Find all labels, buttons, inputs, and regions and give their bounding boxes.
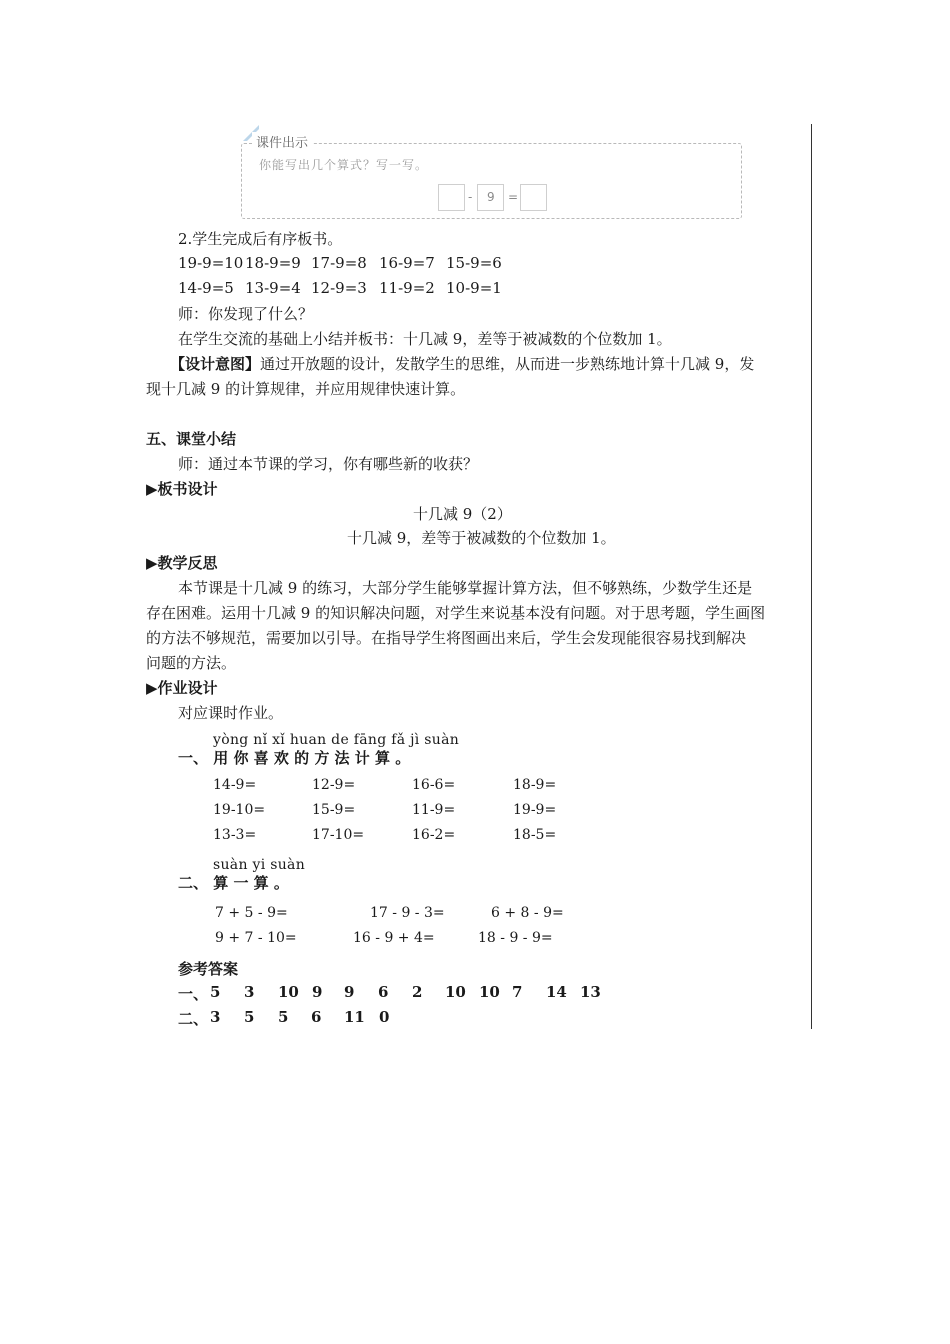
answers-row2-label: 二、	[178, 1010, 209, 1028]
exercise-item: 9 + 7 - 10=	[215, 930, 297, 946]
equation: 17-9=8	[311, 254, 367, 272]
answer-value: 10	[278, 983, 299, 1001]
exercise2-title: 二、 算 一 算 。	[178, 874, 289, 892]
answers-heading: 参考答案	[178, 960, 239, 978]
answer-value: 3	[210, 1008, 221, 1026]
courseware-tab: 课件出示	[252, 132, 312, 151]
exercise-item: 19-9=	[513, 802, 557, 818]
exercise-item: 7 + 5 - 9=	[215, 905, 288, 921]
board-design-heading: ▶板书设计	[146, 480, 218, 498]
exercise2-pinyin: suàn yi suàn	[213, 857, 306, 873]
minus-sign: -	[468, 190, 473, 204]
board-rule: 十几减 9，差等于被减数的个位数加 1。	[347, 529, 616, 547]
section5-teacher-text: 师：通过本节课的学习，你有哪些新的收获？	[178, 455, 479, 473]
exercise-item: 13-3=	[213, 827, 257, 843]
exercise-item: 15-9=	[312, 802, 356, 818]
exercise-item: 11-9=	[412, 802, 456, 818]
answer-value: 14	[546, 983, 567, 1001]
equals-sign: =	[508, 190, 519, 204]
reflection-line: 的方法不够规范，需要加以引导。在指导学生将图画出来后，学生会发现能很容易找到解决	[146, 629, 747, 647]
answer-value: 2	[412, 983, 423, 1001]
exercise-item: 19-10=	[213, 802, 266, 818]
equation: 10-9=1	[446, 279, 502, 297]
equation: 18-9=9	[245, 254, 301, 272]
reflection-line: 问题的方法。	[146, 654, 237, 672]
homework-text: 对应课时作业。	[178, 704, 284, 722]
exercise-item: 18-9=	[513, 777, 557, 793]
answer-value: 7	[512, 983, 523, 1001]
summary-text: 在学生交流的基础上小结并板书：十几减 9，差等于被减数的个位数加 1。	[178, 330, 672, 348]
design-intent-label: 【设计意图】	[170, 355, 261, 373]
teacher-question: 师：你发现了什么？	[178, 305, 314, 323]
homework-heading: ▶作业设计	[146, 679, 218, 697]
answer-value: 0	[379, 1008, 390, 1026]
answer-value: 9	[312, 983, 323, 1001]
right-margin-rule	[811, 124, 812, 1029]
answer-value: 5	[278, 1008, 289, 1026]
answer-value: 11	[344, 1008, 365, 1026]
step2-text: 2.学生完成后有序板书。	[178, 230, 343, 248]
answer-value: 3	[244, 983, 255, 1001]
answer-value: 10	[445, 983, 466, 1001]
subtrahend-value: 9	[487, 190, 495, 204]
reflection-line: 本节课是十几减 9 的练习，大部分学生能够掌握计算方法，但不够熟练，少数学生还是	[178, 579, 753, 597]
answer-value: 9	[344, 983, 355, 1001]
exercise1-pinyin: yòng nǐ xǐ huan de fāng fǎ jì suàn	[213, 732, 460, 748]
exercise-item: 12-9=	[312, 777, 356, 793]
equation: 19-9=10	[178, 254, 244, 272]
exercise-item: 14-9=	[213, 777, 257, 793]
reflection-line: 存在困难。运用十几减 9 的知识解决问题，对学生来说基本没有问题。对于思考题，学生画图	[146, 604, 766, 622]
exercise-item: 17-10=	[312, 827, 365, 843]
answer-value: 13	[580, 983, 601, 1001]
exercise-item: 18-5=	[513, 827, 557, 843]
answer-value: 6	[378, 983, 389, 1001]
answer-value: 5	[244, 1008, 255, 1026]
answer-value: 5	[210, 983, 221, 1001]
equation: 16-9=7	[379, 254, 435, 272]
board-title: 十几减 9（2）	[413, 505, 512, 523]
reflection-heading: ▶教学反思	[146, 554, 218, 572]
courseware-question: 你能写出几个算式？写一写。	[259, 158, 429, 172]
equation: 15-9=6	[446, 254, 502, 272]
section5-heading: 五、课堂小结	[146, 430, 237, 448]
answer-value: 10	[479, 983, 500, 1001]
equation: 11-9=2	[379, 279, 435, 297]
equation: 12-9=3	[311, 279, 367, 297]
equation: 13-9=4	[245, 279, 301, 297]
exercise1-title: 一、 用 你 喜 欢 的 方 法 计 算 。	[178, 749, 411, 767]
exercise-item: 17 - 9 - 3=	[370, 905, 445, 921]
design-intent-text: 通过开放题的设计，发散学生的思维，从而进一步熟练地计算十几减 9，发	[260, 355, 755, 373]
answer-value: 6	[311, 1008, 322, 1026]
exercise-item: 6 + 8 - 9=	[491, 905, 564, 921]
blank-box-result	[520, 184, 547, 211]
exercise-item: 16 - 9 + 4=	[353, 930, 435, 946]
design-intent-text-cont: 现十几减 9 的计算规律，并应用规律快速计算。	[146, 380, 466, 398]
answers-row1-label: 一、	[178, 985, 209, 1003]
equation: 14-9=5	[178, 279, 234, 297]
exercise-item: 16-2=	[412, 827, 456, 843]
exercise-item: 18 - 9 - 9=	[478, 930, 553, 946]
blank-box-minuend	[438, 184, 465, 211]
exercise-item: 16-6=	[412, 777, 456, 793]
